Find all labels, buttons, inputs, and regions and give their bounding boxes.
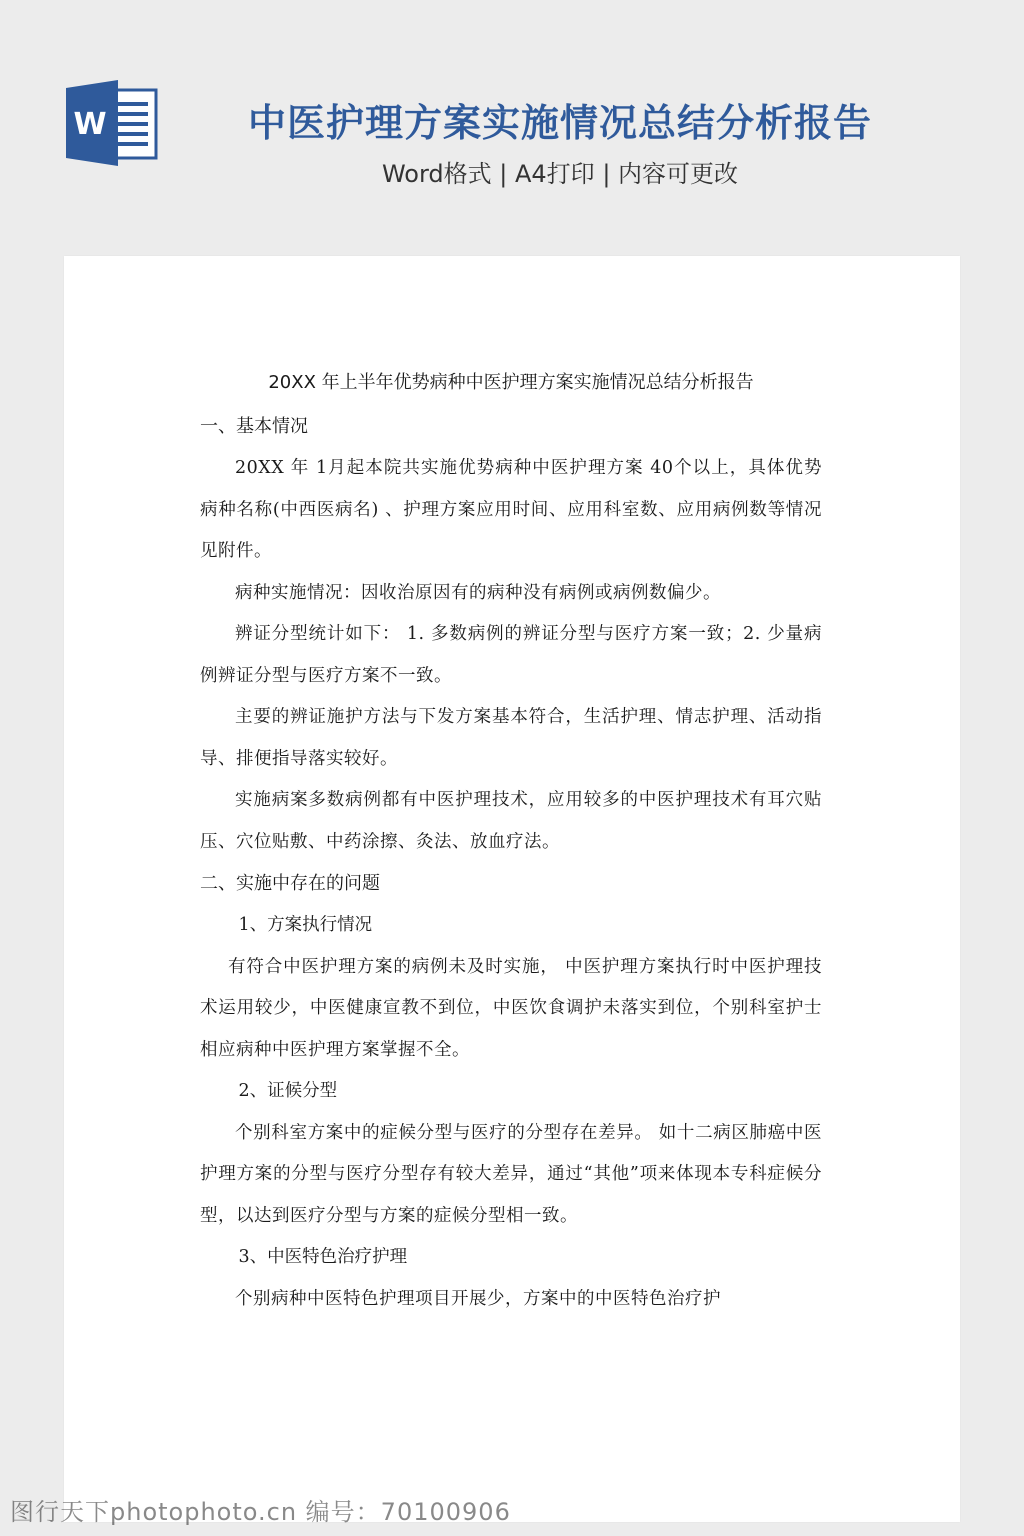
paragraph: 实施病案多数病例都有中医护理技术，应用较多的中医护理技术有耳穴贴压、穴位贴敷、中药涂擦、灸法、放血疗法。 [200,790,822,852]
paragraph: 有符合中医护理方案的病例未及时实施， 中医护理方案执行时中医护理技术运用较少，中医健康宣教不到位，中医饮食调护未落实到位，个别科室护士相应病种中医护理方案掌握不全。 [200,956,822,1060]
paragraph: 个别科室方案中的症候分型与医疗的分型存在差异。 如十二病区肺癌中医护理方案的分型与医疗分型存有较大差异，通过“其他”项来体现本专科症候分型，以达到医疗分型与方案的症候分型相一致。 [200,1122,822,1226]
paragraph: 辨证分型统计如下： 1. 多数病例的辨证分型与医疗方案一致；2. 少量病例辨证分型与医疗方案不一致。 [200,624,822,686]
word-document-icon [66,80,158,166]
paragraph: 个别病种中医特色护理项目开展少，方案中的中医特色治疗护 [235,1288,721,1309]
document-page [64,256,960,1522]
page-title: 中医护理方案实施情况总结分析报告 [247,101,872,145]
document-title: 20XX 年上半年优势病种中医护理方案实施情况总结分析报告 [268,372,754,393]
subsection-heading: 1、方案执行情况 [238,915,373,935]
paragraph: 病种实施情况：因收治原因有的病种没有病例或病例数偏少。 [235,582,721,603]
page-header [0,0,1024,240]
word-logo-letter: W [73,107,107,142]
watermark-text: 图行天下photophoto.cn 编号：70100906 [10,1498,511,1526]
section-heading-basic-info: 一、基本情况 [200,416,308,437]
subsection-heading: 3、中医特色治疗护理 [238,1247,408,1267]
paragraph: 主要的辨证施护方法与下发方案基本符合，生活护理、情志护理、活动指导、排便指导落实较好。 [200,707,822,769]
section-heading-problems: 二、实施中存在的问题 [200,873,380,894]
paragraph: 20XX 年 1月起本院共实施优势病种中医护理方案 40个以上，具体优势病种名称(中西医病名) 、护理方案应用时间、应用科室数、应用病例数等情况见附件。 [200,458,822,561]
document-body [200,368,822,1320]
subsection-heading: 2、证候分型 [238,1081,338,1101]
page-subtitle: Word格式 | A4打印 | 内容可更改 [381,160,739,188]
